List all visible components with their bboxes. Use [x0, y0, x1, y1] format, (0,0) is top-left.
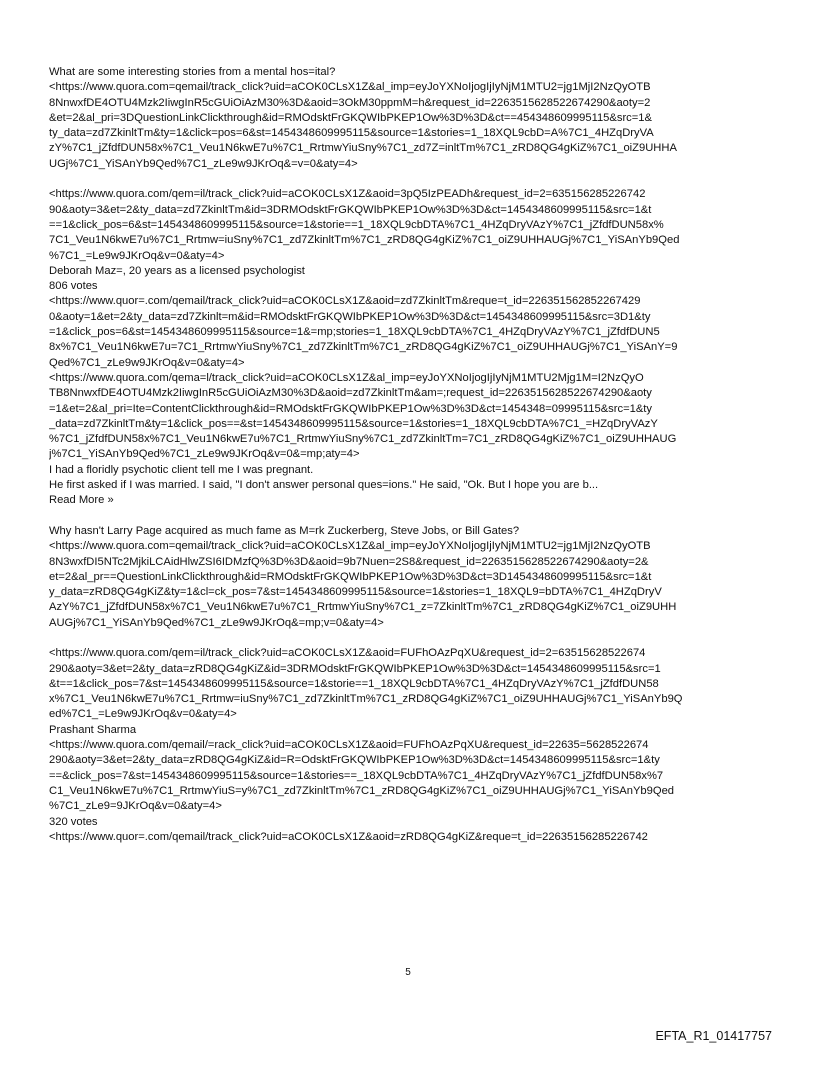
- text-line: =1&et=2&al_pri=Ite=ContentClickthrough&id=RMOdsktFrGKQWIbPKEP1Ow%3D%3D&ct=1454348=09995115&src=1&ty: [49, 402, 653, 415]
- text-line: UGj%7C1_YiSAnYb9Qed%7C1_zLe9w9JKrOq&=v=0&aty=4>: [49, 157, 358, 170]
- page-number: 5: [405, 967, 411, 978]
- text-line: What are some interesting stories from a mental hos=ital?: [49, 66, 336, 78]
- paragraph-gap: [49, 172, 771, 187]
- email-body: [49, 65, 771, 845]
- text-line: <https://www.quor=.com/qemail/track_click?uid=aCOK0CLsX1Z&aoid=zRD8QG4gKiZ&reque=t_id=22635156285226742: [49, 830, 648, 843]
- text-line: x%7C1_Veu1N6kwE7u%7C1_Rrtmw=iuSny%7C1_zd7ZkinltTm%7C1_zRD8QG4gKiZ%7C1_oiZ9UHHAUGj%7C1_YiSAnYb9Q: [49, 693, 683, 706]
- text-line: 8NnwxfDE4OTU4Mzk2IiwgInR5cGUiOiAzM30%3D&aoid=3OkM30ppmM=h&request_id=2263515628522674290&aoty=2: [49, 96, 651, 109]
- text-line: 290&aoty=3&et=2&ty_data=zRD8QG4gKiZ&id=R=OdsktFrGKQWIbPKEP1Ow%3D%3D&ct=1454348609995115&src=1&ty: [49, 754, 660, 767]
- text-line: TB8NnwxfDE4OTU4Mzk2IiwgInR5cGUiOiAzM30%3D&aoid=zd7ZkinltTm&am=;request_id=2263515628522674290&aoty: [49, 387, 652, 400]
- text-line: Qed%7C1_zLe9w9JKrOq&v=0&aty=4>: [49, 356, 245, 369]
- text-line: <https://www.quora.com=qemail/track_click?uid=aCOK0CLsX1Z&al_imp=eyJoYXNoIjogIjIyNjM1MTU2=jg1MjI2NzQyOTB: [49, 540, 651, 553]
- text-line: &et=2&al_pri=3DQuestionLinkClickthrough&id=RMOdsktFrGKQWIbPKEP1Ow%3D%3D&ct==454348609995115&src=1&: [49, 111, 652, 124]
- text-line: <https://www.quora.com/qem=il/track_click?uid=aCOK0CLsX1Z&aoid=3pQ5IzPEADh&request_id=2=635156285226742: [49, 188, 646, 201]
- text-line: 320 votes: [49, 815, 98, 828]
- text-line: ==1&click_pos=6&st=1454348609995115&source=1&storie==1_18XQL9cbDTA%7C1_4HZqDryVAzY%7C1_jZfdfDUN58x%: [49, 218, 664, 231]
- text-line: 0&aoty=1&et=2&ty_data=zd7Zkinlt=m&id=RMOdsktFrGKQWIbPKEP1Ow%3D%3D&ct=1454348609995115&src=3D1&ty: [49, 310, 651, 323]
- text-line: <https://www.quora.com/qema=l/track_click?uid=aCOK0CLsX1Z&al_imp=eyJoYXNoIjogIjIyNjM1MTU2Mjg1M=I2NzQyO: [49, 371, 644, 384]
- text-line: 290&aoty=3&et=2&ty_data=zRD8QG4gKiZ&id=3DRMOdsktFrGKQWIbPKEP1Ow%3D%3D&ct=1454348609995115&src=1: [49, 662, 661, 675]
- text-line: He first asked if I was married. I said, "I don't answer personal ques=ions." He said, "Ok. But I hope you are b...: [49, 479, 599, 492]
- text-line: zY%7C1_jZfdfDUN58x%7C1_Veu1N6kwE7u%7C1_RrtmwYiuSny%7C1_zd7Z=inltTm%7C1_zRD8QG4gKiZ%7C1_oiZ9UHHA: [49, 142, 677, 155]
- text-line: ==&click_pos=7&st=1454348609995115&source=1&stories==_18XQL9cbDTA%7C1_4HZqDryVAzY%7C1_jZfdfDUN58x%7: [49, 769, 664, 782]
- text-line: %7C1_=Le9w9JKrOq&v=0&aty=4>: [49, 249, 225, 262]
- text-line: _data=zd7ZkinltTm&ty=1&click_pos==&st=1454348609995115&source=1&stories=1_18XQL9cbDTA%7C1_=HZqDryVAzY: [49, 417, 658, 430]
- text-line: =1&click_pos=6&st=1454348609995115&source=1&=mp;stories=1_18XQL9cbDTA%7C1_4HZqDryVAzY%7C1_jZfdfDUN5: [49, 326, 660, 339]
- text-line: ty_data=zd7ZkinltTm&ty=1&click=pos=6&st=1454348609995115&source=1&stories=1_18XQL9cbD=A%7C1_4HZqDryVA: [49, 127, 654, 140]
- text-line: et=2&al_pr==QuestionLinkClickthrough&id=RMOdsktFrGKQWIbPKEP1Ow%3D%3D&ct=3D1454348609995115&src=1&t: [49, 570, 652, 583]
- text-line: ed%7C1_=Le9w9JKrOq&v=0&aty=4>: [49, 708, 237, 721]
- text-line: Read More »: [49, 494, 114, 507]
- text-line: I had a floridly psychotic client tell me I was pregnant.: [49, 463, 314, 476]
- text-line: j%7C1_YiSAnYb9Qed%7C1_zLe9w9JKrOq&v=0&=mp;aty=4>: [49, 448, 360, 461]
- text-line: 806 votes: [49, 280, 98, 293]
- text-line: %7C1_zLe9=9JKrOq&v=0&aty=4>: [49, 800, 222, 813]
- text-line: 8N3wxfDI5NTc2MjkiLCAidHlwZSI6IDMzfQ%3D%3D&aoid=9b7Nuen=2S8&request_id=2263515628522674290&aoty=2&: [49, 555, 649, 568]
- text-line: Deborah Maz=, 20 years as a licensed psychologist: [49, 264, 305, 277]
- text-line: &t==1&click_pos=7&st=1454348609995115&source=1&storie==1_18XQL9cbDTA%7C1_4HZqDryVAzY%7C1_jZfdfDUN58: [49, 677, 659, 690]
- paragraph-gap: [49, 509, 771, 524]
- bates-number: EFTA_R1_01417757: [655, 1029, 772, 1043]
- text-line: <https://www.quora.com=qemail/track_click?uid=aCOK0CLsX1Z&al_imp=eyJoYXNoIjogIjIyNjM1MTU2=jg1MjI2NzQyOTB: [49, 81, 651, 94]
- text-line: %7C1_jZfdfDUN58x%7C1_Veu1N6kwE7u%7C1_RrtmwYiuSny%7C1_zd7ZkinltTm=7C1_zRD8QG4gKiZ%7C1_oiZ9UHHAUG: [49, 433, 677, 446]
- text-line: Why hasn't Larry Page acquired as much fame as M=rk Zuckerberg, Steve Jobs, or Bill Gates?: [49, 524, 520, 537]
- text-line: 7C1_Veu1N6kwE7u%7C1_Rrtmw=iuSny%7C1_zd7ZkinltTm%7C1_zRD8QG4gKiZ%7C1_oiZ9UHHAUGj%7C1_YiSAnYb9Qed: [49, 234, 680, 247]
- paragraph-gap: [49, 631, 771, 646]
- text-line: 8x%7C1_Veu1N6kwE7u=7C1_RrtmwYiuSny%7C1_zd7ZkinltTm%7C1_zRD8QG4gKiZ%7C1_oiZ9UHHAUGj%7C1_YiSAnY=9: [49, 341, 678, 354]
- text-line: <https://www.quor=.com/qemail/track_click?uid=aCOK0CLsX1Z&aoid=zd7ZkinltTm&reque=t_id=226351562852267429: [49, 295, 641, 308]
- text-line: C1_Veu1N6kwE7u%7C1_RrtmwYiuS=y%7C1_zd7ZkinltTm%7C1_zRD8QG4gKiZ%7C1_oiZ9UHHAUGj%7C1_YiSAnYb9Qed: [49, 784, 675, 797]
- text-line: AUGj%7C1_YiSAnYb9Qed%7C1_zLe9w9JKrOq&=mp;v=0&aty=4>: [49, 616, 384, 629]
- text-line: <https://www.quora.com/qem=il/track_click?uid=aCOK0CLsX1Z&aoid=FUFhOAzPqXU&request_id=2=63515628522674: [49, 647, 646, 660]
- text-line: Prashant Sharma: [49, 723, 137, 736]
- text-line: AzY%7C1_jZfdfDUN58x%7C1_Veu1N6kwE7u%7C1_RrtmwYiuSny%7C1_z=7ZkinltTm%7C1_zRD8QG4gKiZ%7C1_oiZ9UHH: [49, 601, 677, 614]
- text-line: <https://www.quora.com/qemail/=rack_click?uid=aCOK0CLsX1Z&aoid=FUFhOAzPqXU&request_id=22635=5628522674: [49, 739, 649, 752]
- text-line: y_data=zRD8QG4gKiZ&ty=1&cl=ck_pos=7&st=1454348609995115&source=1&stories=1_18XQL9=bDTA%7C1_4HZqDryV: [49, 586, 662, 599]
- text-line: 90&aoty=3&et=2&ty_data=zd7ZkinltTm&id=3DRMOdsktFrGKQWIbPKEP1Ow%3D%3D&ct=1454348609995115&src=1&t: [49, 203, 652, 216]
